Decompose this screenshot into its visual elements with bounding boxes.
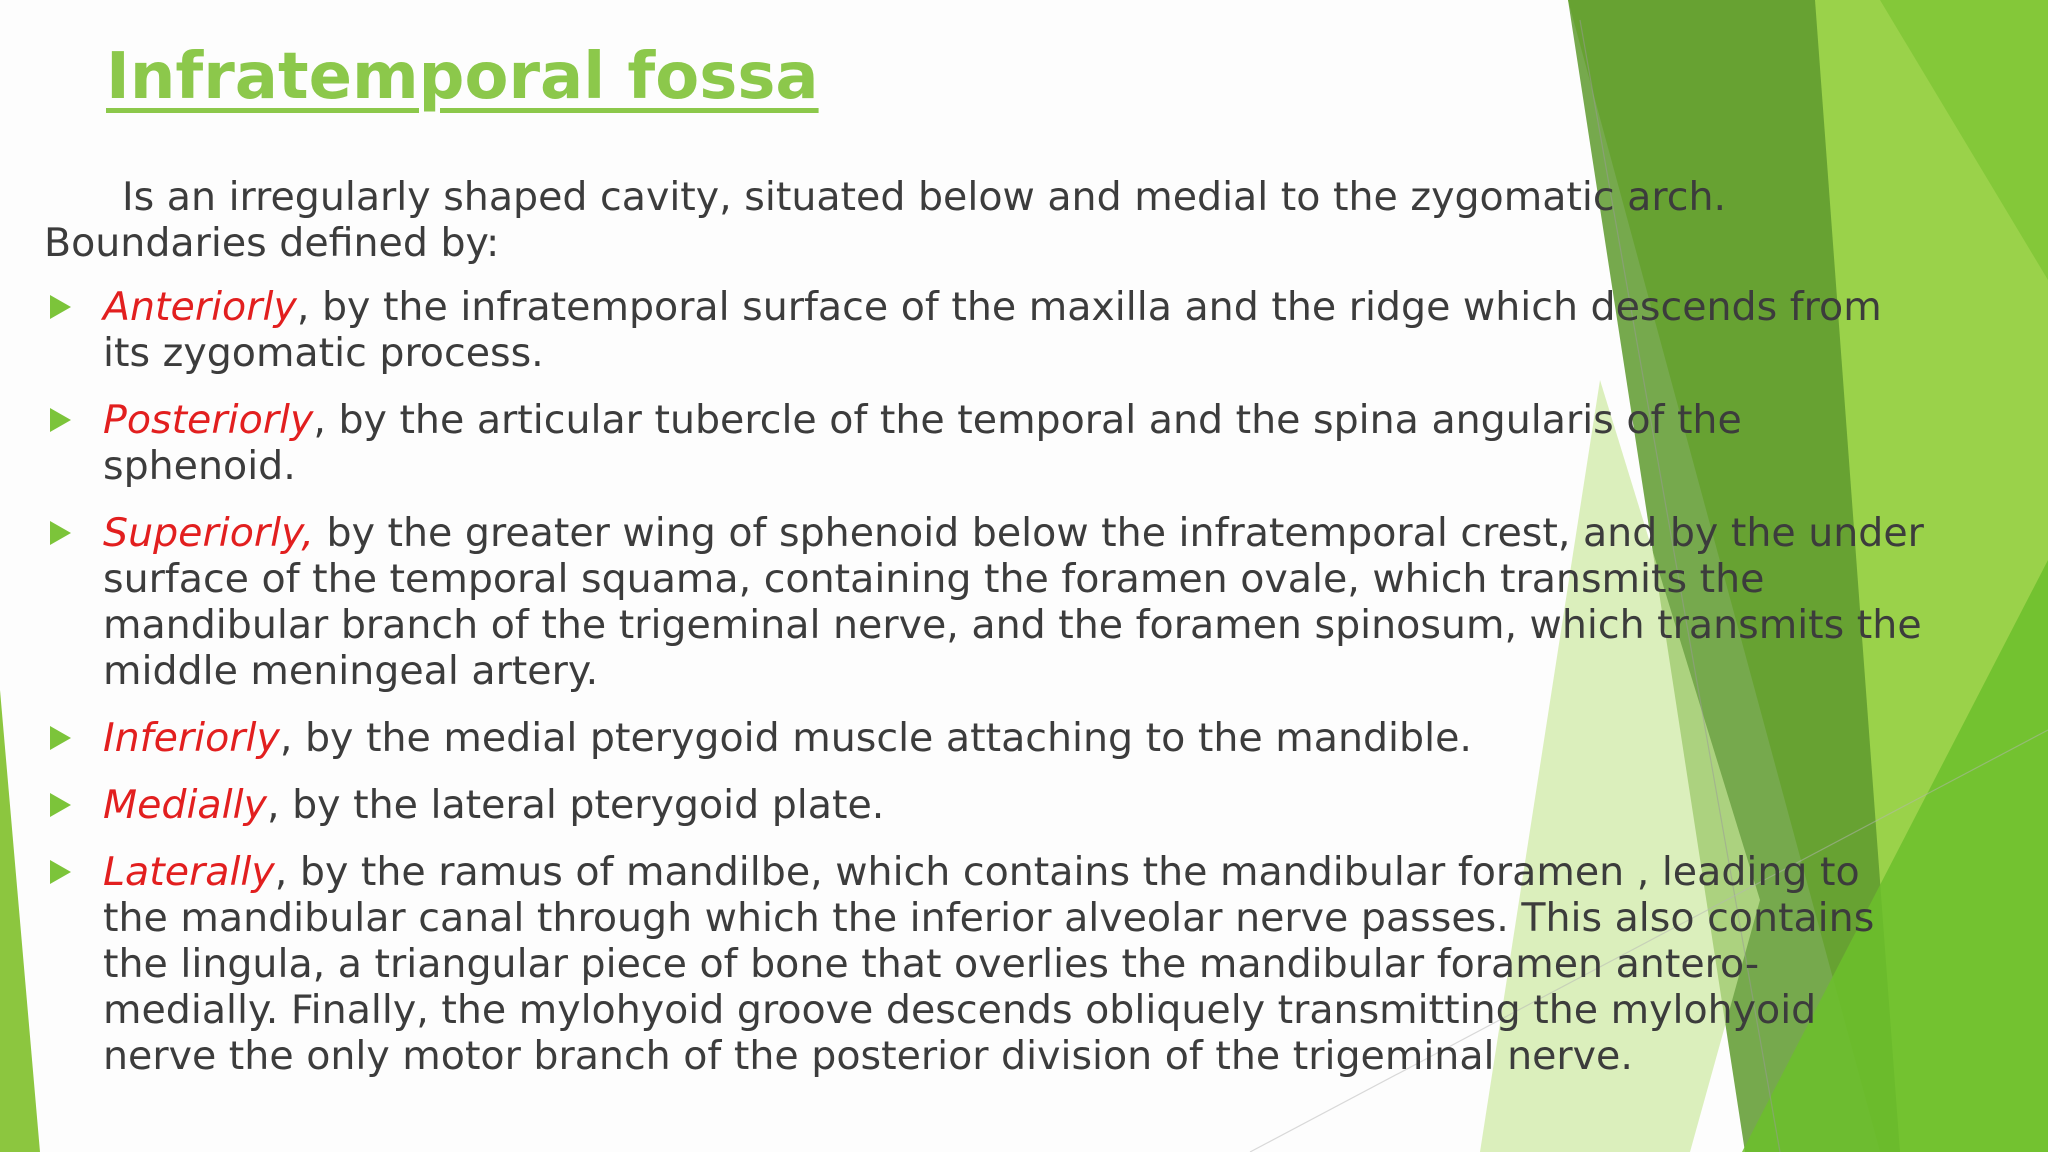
bullet-term: Laterally [103,849,275,895]
list-item-superiorly [44,510,1934,694]
boundaries-list [44,284,1934,1079]
left-accent-shape [0,690,40,1152]
list-item-inferiorly [44,715,1934,761]
bullet-text: , by the lateral pterygoid plate. [266,782,885,828]
bullet-term: Posteriorly [103,397,314,443]
triangle-arrow-icon [50,860,71,884]
bullet-text: , by the medial pterygoid muscle attaching to the mandible. [279,715,1472,761]
list-item-laterally [44,849,1934,1079]
slide-title: Infratemporal fossa [106,40,819,114]
bullet-text: , by the articular tubercle of the temporal and the spina angularis of the sphenoid. [103,397,1742,489]
intro-paragraph: Is an irregularly shaped cavity, situated below and medial to the zygomatic arch. Boundaries defined by: [44,174,1727,266]
bullet-term: Superiorly, [103,510,314,556]
triangle-arrow-icon [50,521,71,545]
list-item-posteriorly [44,397,1934,489]
bullet-term: Anteriorly [103,284,297,330]
bullet-text: , by the infratemporal surface of the maxilla and the ridge which descends from its zygomatic process. [103,284,1882,376]
triangle-arrow-icon [50,726,71,750]
triangle-arrow-icon [50,295,71,319]
bullet-term: Medially [103,782,267,828]
bullet-text: by the greater wing of sphenoid below the infratemporal crest, and by the under surface of the temporal squama, containing the foramen ovale, which transmits the mandibular branch of the trigeminal nerve, and the foramen spinosum, which transmits the middle meningeal artery. [103,510,1924,694]
slide-body [44,174,1934,1100]
bullet-text: , by the ramus of mandilbe, which contains the mandibular foramen , leading to the mandibular canal through which the inferior alveolar nerve passes. This also contains the lingula, a triangular piece of bone that overlies the mandibular foramen antero-medially. Finally, the mylohyoid groove descends obliquely transmitting the mylohyoid nerve the only motor branch of the posterior division of the trigeminal nerve. [103,849,1875,1079]
list-item-medially [44,782,1934,828]
triangle-arrow-icon [50,408,71,432]
bullet-term: Inferiorly [103,715,280,761]
list-item-anteriorly [44,284,1934,376]
triangle-arrow-icon [50,793,71,817]
